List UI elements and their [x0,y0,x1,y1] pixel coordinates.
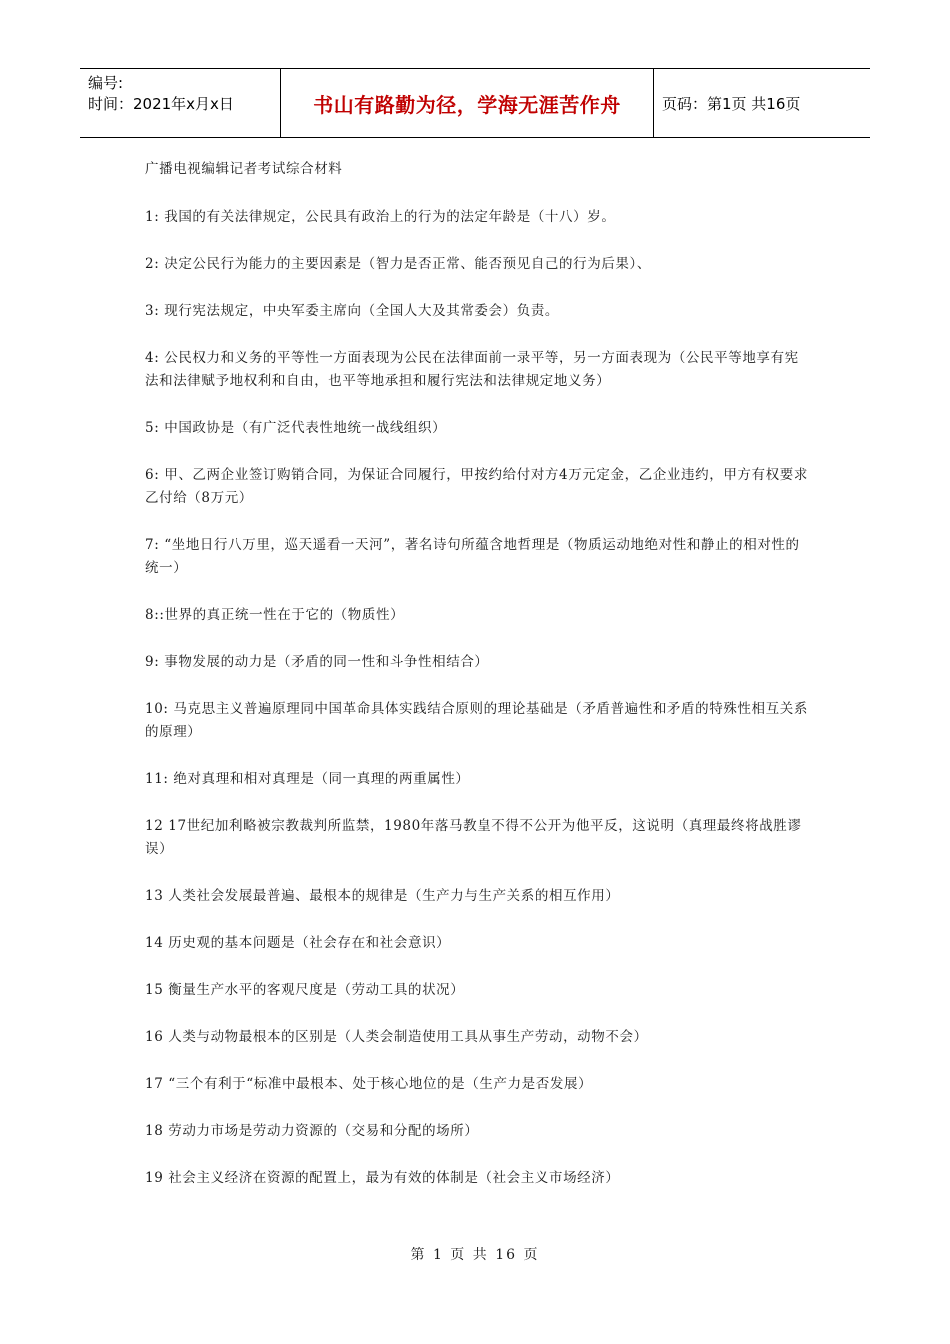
list-item: 12 17世纪加利略被宗教裁判所监禁，1980年落马教皇不得不公开为他平反，这说明（真理最终将战胜谬误） [145,818,802,857]
list-item: 8::世界的真正统一性在于它的（物质性） [145,607,405,623]
list-item: 19 社会主义经济在资源的配置上，最为有效的体制是（社会主义市场经济） [145,1170,620,1186]
document-body [145,158,810,1214]
list-item: 18 劳动力市场是劳动力资源的（交易和分配的场所） [145,1123,479,1139]
list-item: 11: 绝对真理和相对真理是（同一真理的两重属性） [145,771,470,787]
page-header [80,68,870,138]
list-item: 17 “三个有利于“标准中最根本、处于核心地位的是（生产力是否发展） [145,1076,593,1092]
header-motto: 书山有路勤为径，学海无涯苦作舟 [281,69,654,137]
list-item: 2: 决定公民行为能力的主要因素是（智力是否正常、能否预见自己的行为后果）、 [145,256,651,272]
header-page-info: 页码：第1页 共16页 [662,94,801,113]
list-item: 7: “坐地日行八万里，巡天遥看一天河”，著名诗句所蕴含地哲理是（物质运动地绝对性和静止的相对性的统一） [145,537,800,576]
list-item: 16 人类与动物最根本的区别是（人类会制造使用工具从事生产劳动，动物不会） [145,1029,648,1045]
list-item: 15 衡量生产水平的客观尺度是（劳动工具的状况） [145,982,465,998]
list-item: 10: 马克思主义普遍原理同中国革命具体实践结合原则的理论基础是（矛盾普遍性和矛盾的特殊性相互关系的原理） [145,701,808,740]
page-footer: 第 1 页 共 16 页 [410,1247,540,1263]
document-title: 广播电视编辑记者考试综合材料 [145,161,343,177]
list-item: 13 人类社会发展最普遍、最根本的规律是（生产力与生产关系的相互作用） [145,888,620,904]
list-item: 4: 公民权力和义务的平等性一方面表现为公民在法律面前一录平等，另一方面表现为（公民平等地享有宪法和法律赋予地权利和自由，也平等地承担和履行宪法和法律规定地义务） [145,350,799,389]
date-label: 时间：2021年x月x日 [88,95,234,113]
list-item: 3: 现行宪法规定，中央军委主席向（全国人大及其常委会）负责。 [145,303,560,319]
list-item: 9: 事物发展的动力是（矛盾的同一性和斗争性相结合） [145,654,489,670]
header-meta [80,69,281,137]
serial-number-label: 编号: [88,74,124,92]
list-item: 6: 甲、乙两企业签订购销合同，为保证合同履行，甲按约给付对方4万元定金，乙企业违约，甲方有权要求乙付给（8万元） [145,467,808,506]
list-item: 5: 中国政协是（有广泛代表性地统一战线组织） [145,420,447,436]
list-item: 14 历史观的基本问题是（社会存在和社会意识） [145,935,451,951]
list-item: 1: 我国的有关法律规定，公民具有政治上的行为的法定年龄是（十八）岁。 [145,209,616,225]
